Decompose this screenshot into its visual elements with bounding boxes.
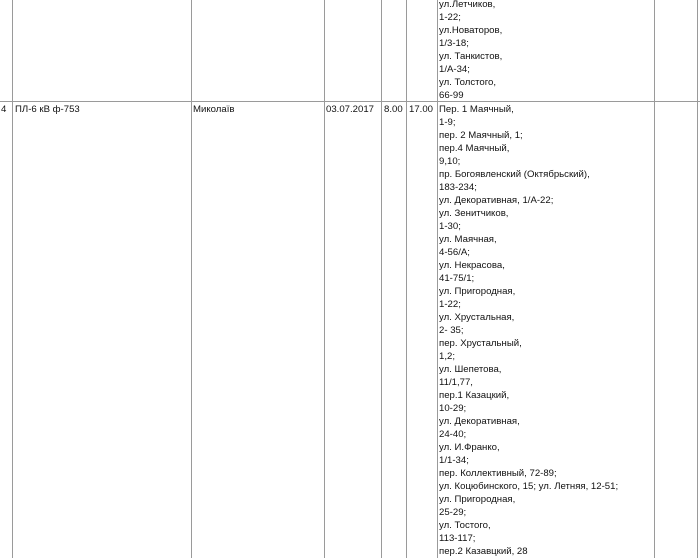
address-line: ул. Шепетова, <box>439 364 502 375</box>
address-line: 2- 35; <box>439 325 464 336</box>
column-divider <box>654 0 655 558</box>
end-time: 17.00 <box>409 104 434 115</box>
city-name: Миколаїв <box>193 104 235 115</box>
address-line: 1-9; <box>439 117 456 128</box>
address-line: ул. Пригородная, <box>439 286 516 297</box>
address-line: ул. Толстого, <box>439 77 497 88</box>
address-line: 1-22; <box>439 299 461 310</box>
address-line: пер. Хрустальный, <box>439 338 522 349</box>
column-divider <box>697 0 698 558</box>
power-line-name: ПЛ-6 кВ ф-753 <box>15 104 80 115</box>
previous-row-addresses <box>439 0 654 102</box>
address-line: 1-22; <box>439 12 461 23</box>
row-number: 4 <box>1 104 7 115</box>
address-line: ул. Маячная, <box>439 234 497 245</box>
address-line: пер. Коллективный, 72-89; <box>439 468 557 479</box>
address-line: пер.2 Казавцкий, 28 <box>439 546 528 557</box>
address-line: ул.Летчиков, <box>439 0 496 10</box>
column-divider <box>324 0 325 558</box>
address-line: Пер. 1 Маячный, <box>439 104 514 115</box>
address-line: 113-117; <box>439 533 476 544</box>
address-line: ул. Тостого, <box>439 520 491 531</box>
address-line: 9,10; <box>439 156 461 167</box>
address-line: 1-30; <box>439 221 461 232</box>
address-line: 25-29; <box>439 507 467 518</box>
address-line: ул. Декоративная, <box>439 416 520 427</box>
address-line: 1,2; <box>439 351 456 362</box>
address-line: пер. 2 Маячный, 1; <box>439 130 523 141</box>
address-line: 1/А-34; <box>439 64 470 75</box>
column-divider <box>191 0 192 558</box>
address-line: 183-234; <box>439 182 477 193</box>
column-divider <box>437 0 438 558</box>
address-line: 10-29; <box>439 403 467 414</box>
address-line: 4-56/А; <box>439 247 470 258</box>
column-divider <box>12 0 13 558</box>
address-line: ул. Пригородная, <box>439 494 516 505</box>
address-line: 66-99 <box>439 90 464 101</box>
outage-date: 03.07.2017 <box>326 104 375 115</box>
address-line: ул. Танкистов, <box>439 51 503 62</box>
address-line: ул. Коцюбинского, 15; ул. Летняя, 12-51; <box>439 481 619 492</box>
address-line: ул.Новаторов, <box>439 25 503 36</box>
address-line: ул. Декоративная, 1/А-22; <box>439 195 554 206</box>
address-line: ул. Некрасова, <box>439 260 505 271</box>
address-line: 41-75/1; <box>439 273 475 284</box>
address-line: 1/3-18; <box>439 38 469 49</box>
address-line: пер.4 Маячный, <box>439 143 510 154</box>
address-line: 24-40; <box>439 429 467 440</box>
address-line: пр. Богоявленский (Октябрьский), <box>439 169 590 180</box>
column-divider <box>406 0 407 558</box>
address-line: ул. И.Франко, <box>439 442 500 453</box>
address-line: пер.1 Казацкий, <box>439 390 510 401</box>
address-line: ул. Хрустальная, <box>439 312 515 323</box>
row-addresses <box>439 103 654 558</box>
address-line: 1/1-34; <box>439 455 469 466</box>
address-line: ул. Зенитчиков, <box>439 208 509 219</box>
column-divider <box>381 0 382 558</box>
address-line: 11/1,77, <box>439 377 473 388</box>
start-time: 8.00 <box>384 104 403 115</box>
